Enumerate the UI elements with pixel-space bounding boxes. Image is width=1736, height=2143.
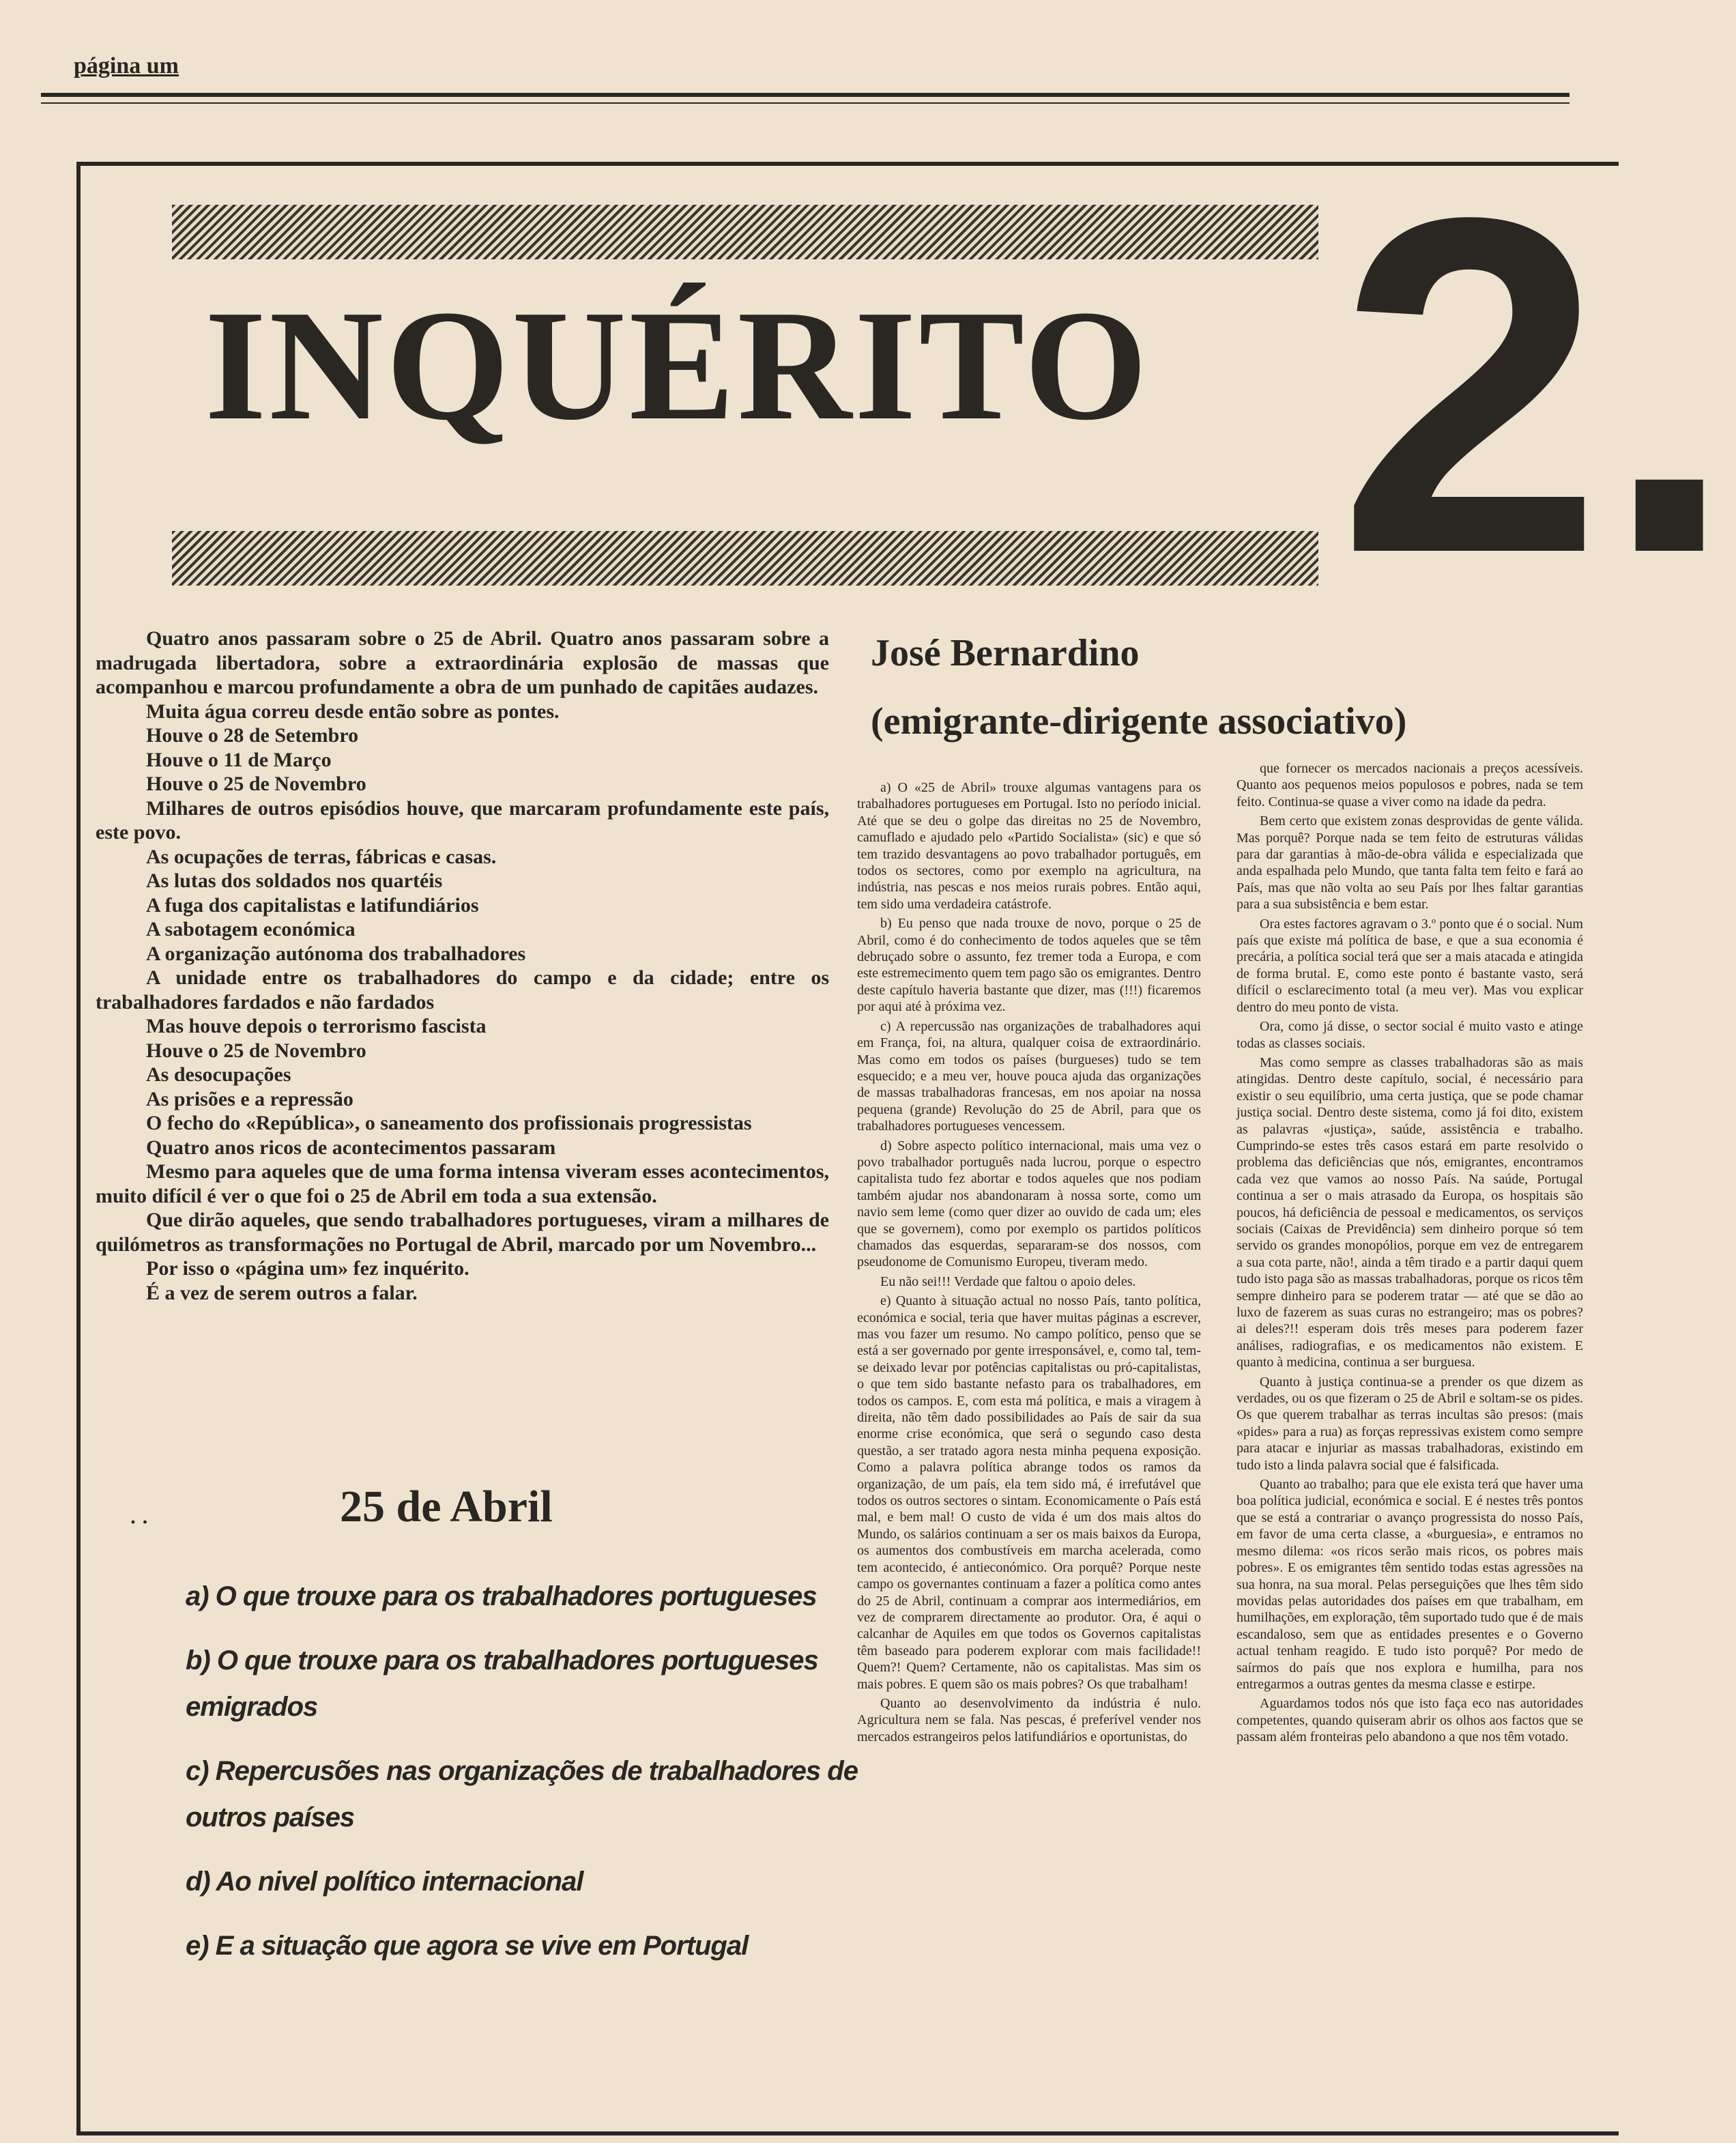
- header-rule: [41, 93, 1569, 97]
- intro-text: [96, 627, 829, 1305]
- intro-paragraph: Muita água correu desde então sobre as pontes.: [146, 700, 560, 723]
- intro-paragraph: Que dirão aqueles, que sendo trabalhadores portugueses, viram a milhares de quilómetros as transformações no Portugal de Abril, marcado por um Novembro...: [96, 1209, 829, 1256]
- article-paragraph: que fornecer os mercados nacionais a preços acessíveis. Quanto aos pequenos meios populosos e pobres, nada se tem feito. Continua-se quase a viver como na idade da pedra.: [1236, 761, 1583, 809]
- article-paragraph: Quanto à justiça continua-se a prender os que dizem as verdades, ou os que fizeram o 25 de Abril e soltam-se os pides. Os que querem trabalhar as terras incultas são presos: (mais «pides» para a rua) as forças repressivas existem como sempre para atacar e injuriar as massas trabalhadoras, existindo em tudo isto a linda palavra social que é falsificada.: [1236, 1374, 1583, 1473]
- article-paragraph: e) Quanto à situação actual no nosso País, tanto política, económica e social, teria que haver muitas páginas a escrever, mas vou fazer um resumo. No campo político, penso que se está a ser governado por gente irresponsável, e, como tal, tem-se deixado levar por potências capitalistas ou pró-capitalistas, o que tem sido bastante nefasto para os trabalhadores, em todos os campos. E, com esta má política, e mais a viragem à direita, não têm dado possibilidades ao País de sair da sua enorme crise económica, que será o segundo caso desta questão, a ser tratado agora nesta minha pequena exposição. Como a palavra política abrange todos os ramos da organização, de um país, ela tem sido má, é irrefutável que todos os outros sectores o sintam. Economicamente o País está mal, e bem mal! O custo de vida é um dos mais altos do Mundo, os salários continuam a ser os mais baixos da Europa, os aumentos dos combustíveis em marcha acelerada, como tem acontecido, é antieconómico. Ora porquê? Porque neste campo os governantes continuam a fazer a política como antes do 25 de Abril, continuam a comprar aos intermediários, em vez de comprarem directamente ao produtor. Ora, é aqui o calcanhar de Aquiles em que todos os Governos capitalistas têm baseado para poderem explorar com mais facilidade!! Quem?! Quem? Certamente, não os capitalistas. Mas sim os mais pobres. E quem são os mais pobres? Os que trabalham!: [857, 1293, 1201, 1692]
- header-rule-thin: [41, 102, 1569, 104]
- intro-paragraph: Mas houve depois o terrorismo fascista: [146, 1015, 487, 1037]
- questionnaire-list: [186, 1573, 868, 1987]
- intro-paragraph: Houve o 11 de Março: [146, 748, 332, 771]
- intro-paragraph: As prisões e a repressão: [146, 1087, 353, 1110]
- question-c: c) Repercusões nas organizações de trabalhadores de outros países: [186, 1756, 858, 1832]
- intro-paragraph: Houve o 25 de Novembro: [146, 773, 366, 795]
- article-paragraph: Ora estes factores agravam o 3.º ponto que é o social. Num país que existe má política de base, e que a sua economia é precária, a política social terá que ser a mais atacada e atingida de forma brutal. E, como este ponto é bastante vasto, será difícil o esclarecimento total (a meu ver). Mas vou explicar dentro do meu ponto de vista.: [1236, 916, 1583, 1015]
- intro-paragraph: Houve o 28 de Setembro: [146, 724, 359, 747]
- intro-paragraph: A fuga dos capitalistas e latifundiários: [146, 893, 479, 917]
- article-paragraph: Quanto ao trabalho; para que ele exista terá que haver uma boa política judicial, económica e social. E é nestes três pontos que se está a contrariar o avanço progressista do nosso País, em favor de uma certa classe, a «burguesia», e entramos no mesmo dilema: «os ricos serão mais ricos, os pobres mais pobres». E os emigrantes têm sentido todas estas agressões na sua honra, na sua moral. Pelas perseguições que lhes têm sido movidas pelas autoridades dos países em que trabalham, em humilhações, em exploração, têm suportado tudo que é de mais escandaloso, sem que as entidades presentes e o Governo actual tenham reagido. E tudo isto porquê? Por medo de saírmos do país que nos explora e humilha, para nos entregarmos a outras gentes da mesma classe e estirpe.: [1236, 1477, 1583, 1692]
- intro-paragraph: As lutas dos soldados nos quartéis: [146, 869, 443, 892]
- article-paragraph: Bem certo que existem zonas desprovidas de gente válida. Mas porquê? Porque nada se tem feito de estruturas válidas para dar garantias à mão-de-obra válida e especializada que anda espalhada pelo Mundo, que tanta falta tem feito e fará ao País, mas que não volta ao seu País por lhes faltar garantias para a sua subsistência e bem estar.: [1236, 814, 1583, 912]
- decorative-dots: · ·: [130, 1511, 149, 1534]
- question-b: b) O que trouxe para os trabalhadores portugueses emigrados: [186, 1645, 818, 1722]
- intro-paragraph: Houve o 25 de Novembro: [146, 1039, 366, 1062]
- article-paragraph: Aguardamos todos nós que isto faça eco nas autoridades competentes, quando quiseram abrir os olhos aos factos que se passam além fronteiras pelo abandono a que nos têm votado.: [1236, 1696, 1583, 1745]
- article-paragraph: b) Eu penso que nada trouxe de novo, porque o 25 de Abril, como é do conhecimento de todos aqueles que se têm debruçado sobre o assunto, fez tremer toda a Europa, e com este estremecimento quem tem pago são os emigrantes. Dentro deste capítulo haveria bastante que dizer, mas (!!!) ficaremos por aqui até à próxima vez.: [857, 916, 1201, 1015]
- questionnaire-title: 25 de Abril: [340, 1482, 553, 1531]
- question-e: e) E a situação que agora se vive em Portugal: [186, 1931, 749, 1961]
- intro-paragraph: Por isso o «página um» fez inquérito.: [146, 1257, 469, 1280]
- intro-paragraph: A organização autónoma dos trabalhadores: [146, 942, 526, 965]
- interviewee-role: (emigrante-dirigente associativo): [871, 700, 1407, 743]
- hatch-band-top: [172, 205, 1318, 259]
- intro-paragraph: A unidade entre os trabalhadores do campo e da cidade; entre os trabalhadores fardados e não fardados: [96, 966, 829, 1013]
- question-a: a) O que trouxe para os trabalhadores portugueses: [186, 1581, 817, 1611]
- hatch-band-bottom: [172, 531, 1318, 586]
- article-paragraph: Ora, como já disse, o sector social é muito vasto e atinge todas as classes sociais.: [1236, 1019, 1583, 1051]
- intro-paragraph: Milhares de outros episódios houve, que marcaram profundamente este país, este povo.: [96, 796, 829, 844]
- interviewee-name: José Bernardino: [871, 632, 1140, 674]
- section-label: página um: [74, 53, 179, 78]
- article-paragraph: c) A repercussão nas organizações de trabalhadores aqui em França, foi, na altura, qualquer coisa de extraordinário. Mas como em todos os países (burgueses) tudo se tem esquecido; e a meu ver, houve pouca ajuda das organizações de massas trabalhadoras francesas, em nos apoiar na nossa pequena (grande) Revolução do 25 de Abril, para que os trabalhadores portugueses vencessem.: [857, 1018, 1201, 1134]
- article-column-2: [1236, 760, 1583, 1749]
- intro-paragraph: Quatro anos ricos de acontecimentos passaram: [146, 1136, 556, 1159]
- article-column-1: [857, 779, 1201, 1748]
- intro-paragraph: É a vez de serem outros a falar.: [146, 1281, 418, 1304]
- intro-paragraph: Quatro anos passaram sobre o 25 de Abril. Quatro anos passaram sobre a madrugada libertadora, sobre a extraordinária explosão de massas que acompanhou e marcou profundamente a obra de um punhado de capitães audazes.: [96, 627, 829, 698]
- series-number: 2.: [1337, 119, 1736, 652]
- intro-paragraph: As ocupações de terras, fábricas e casas.: [146, 845, 497, 868]
- article-paragraph: d) Sobre aspecto político internacional, mais uma vez o povo trabalhador português nada lucrou, porque o espectro capitalista tudo fez abortar e todos aqueles que nos podiam também ajudar nos abandonaram à nossa sorte, como um navio sem leme (como quer dizer ao ouvido de cada um; eles que se governem), como por exemplo os partidos políticos chamados das esquerdas, separaram-se dos nossos, com pseudonome de Comunismo Europeu, tiveram medo.: [857, 1138, 1201, 1270]
- article-paragraph: Quanto ao desenvolvimento da indústria é nulo. Agricultura nem se fala. Nas pescas, é preferível vender nos mercados estrangeiros pelos latifundiários e oportunistas, do: [857, 1695, 1201, 1744]
- intro-paragraph: Mesmo para aqueles que de uma forma intensa viveram esses acontecimentos, muito difícil é ver o que foi o 25 de Abril em toda a sua extensão.: [96, 1160, 829, 1207]
- intro-paragraph: A sabotagem económica: [146, 918, 356, 940]
- intro-paragraph: As desocupações: [146, 1063, 291, 1086]
- article-paragraph: Mas como sempre as classes trabalhadoras são as mais atingidas. Dentro deste capítulo, social, é necessário para existir o seu equilíbrio, uma certa justiça, que se pode chamar justiça social. Dentro deste sistema, como já foi dito, existem as palavras «justiça», saúde, assistência e trabalho. Cumprindo-se estes três casos estará em parte resolvido o problema das deficiências que nós, emigrantes, encontramos cada vez que vamos ao nosso País. Na saúde, Portugal continua a ser o mais atrasado da Europa, os hospitais são poucos, há deficiência de pessoal e medicamentos, os serviços sociais (Caixas de Previdência) sem dinheiro porque só tem servido os grandes monopólios, porque em vez de entregarem a sua cota parte, não!, ainda a têm tirado e a partir daqui quem tudo isto paga são as massas trabalhadoras, porque os ricos têm sempre dinheiro para se poderem tratar — até que se dão ao luxo de fazerem as suas curas no estrangeiro; mas os pobres? ai deles?!! esperam dois três meses para poderem fazer análises, radiografias, e os medicamentos não existem. E quanto à medicina, continua a ser burguesa.: [1236, 1054, 1583, 1370]
- question-d: d) Ao nivel político internacional: [186, 1867, 583, 1897]
- headline-title: INQUÉRITO: [205, 278, 1151, 453]
- intro-paragraph: O fecho do «República», o saneamento dos profissionais progressistas: [146, 1112, 752, 1134]
- article-paragraph: Eu não sei!!! Verdade que faltou o apoio deles.: [880, 1274, 1136, 1289]
- article-paragraph: a) O «25 de Abril» trouxe algumas vantagens para os trabalhadores portugueses em Portugal. Isto no período inicial. Até que se deu o golpe das direitas no 25 de Novembro, camuflado e ajudado pelo «Partido Socialista» (sic) e que só tem trazido desvantagens ao povo trabalhador português, em todos os sectores, como por exemplo na agricultura, na indústria, nas pescas e nos meios rurais pobres. Então aqui, tem sido uma verdadeira catástrofe.: [857, 780, 1201, 912]
